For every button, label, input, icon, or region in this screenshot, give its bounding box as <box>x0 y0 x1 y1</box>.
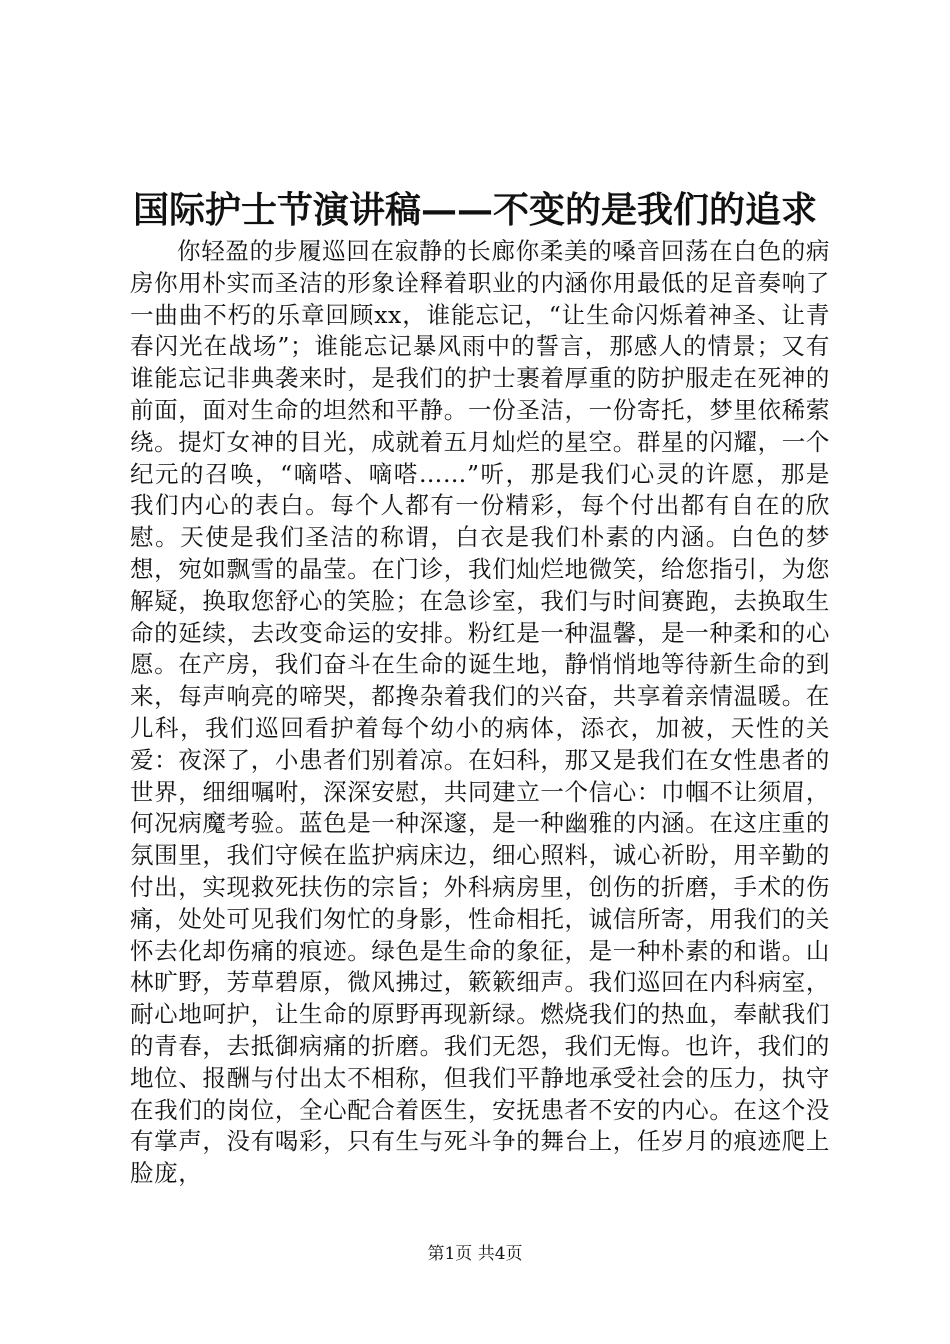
page-number-footer: 第1页 共4页 <box>427 1244 523 1264</box>
document-title: 国际护士节演讲稿——不变的是我们的追求 <box>132 189 817 231</box>
document-body-paragraph: 你轻盈的步履巡回在寂静的长廊你柔美的嗓音回荡在白色的病房你用朴实而圣洁的形象诠释着职业的内涵你用最低的足音奏响了一曲曲不朽的乐章回顾xx，谁能忘记，“让生命闪烁着神圣、让青春闪光在战场”；谁能忘记暴风雨中的誓言，那感人的情景；又有谁能忘记非典袭来时，是我们的护士裹着厚重的防护服走在死神的前面，面对生命的坦然和平静。一份圣洁，一份寄托，梦里依稀萦绕。提灯女神的目光，成就着五月灿烂的星空。群星的闪耀，一个纪元的召唤，“嘀嗒、嘀嗒……”听，那是我们心灵的许愿，那是我们内心的表白。每个人都有一份精彩，每个付出都有自在的欣慰。天使是我们圣洁的称谓，白衣是我们朴素的内涵。白色的梦想，宛如飘雪的晶莹。在门诊，我们灿烂地微笑，给您指引，为您解疑，换取您舒心的笑脸；在急诊室，我们与时间赛跑，去换取生命的延续，去改变命运的安排。粉红是一种温馨，是一种柔和的心愿。在产房，我们奋斗在生命的诞生地，静悄悄地等待新生命的到来，每声响亮的啼哭，都搀杂着我们的兴奋，共享着亲情温暖。在儿科，我们巡回看护着每个幼小的病体，添衣，加被，天性的关爱：夜深了，小患者们别着凉。在妇科，那又是我们在女性患者的世界，细细嘱咐，深深安慰，共同建立一个信心：巾帼不让须眉，何况病魔考验。蓝色是一种深邃，是一种幽雅的内涵。在这庄重的氛围里，我们守候在监护病床边，细心照料，诚心祈盼，用辛勤的付出，实现救死扶伤的宗旨；外科病房里，创伤的折磨，手术的伤痛，处处可见我们匆忙的身影，性命相托，诚信所寄，用我们的关怀去化却伤痛的痕迹。绿色是生命的象征，是一种朴素的和谐。山林旷野，芳草碧原，微风拂过，簌簌细声。我们巡回在内科病室，耐心地呵护，让生命的原野再现新绿。燃烧我们的热血，奉献我们的青春，去抵御病痛的折磨。我们无怨，我们无悔。也许，我们的地位、报酬与付出太不相称，但我们平静地承受社会的压力，执守在我们的岗位，全心配合着医生，安抚患者不安的内心。在这个没有掌声，没有喝彩，只有生与死斗争的舞台上，任岁月的痕迹爬上脸庞， <box>130 237 830 1188</box>
